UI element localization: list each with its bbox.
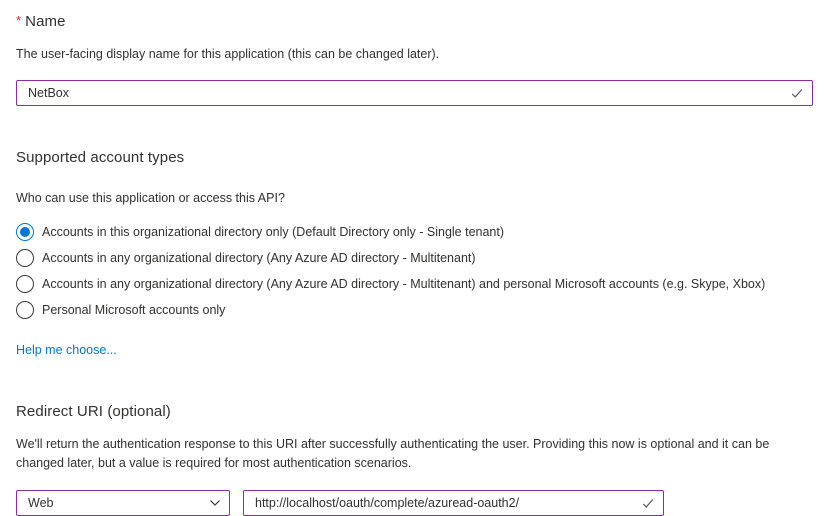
radio-option-multitenant[interactable] [16, 245, 813, 271]
radio-option-single-tenant[interactable] [16, 219, 813, 245]
account-types-question: Who can use this application or access this API? [16, 191, 285, 205]
radio-option-multitenant-personal[interactable] [16, 271, 813, 297]
radio-option-label: Personal Microsoft accounts only [42, 303, 226, 317]
radio-option-label: Accounts in any organizational directory (Any Azure AD directory - Multitenant) and personal Microsoft accounts (e.g. Skype, Xbox) [42, 277, 766, 291]
redirect-uri-row [16, 490, 813, 516]
account-types-radio-group [16, 219, 813, 323]
name-input[interactable] [16, 80, 813, 106]
radio-option-label: Accounts in any organizational directory (Any Azure AD directory - Multitenant) [42, 251, 476, 265]
radio-option-personal-only[interactable] [16, 297, 813, 323]
platform-select-wrap [16, 490, 230, 516]
name-label: Name [25, 13, 66, 30]
name-input-wrap [16, 80, 813, 106]
name-description: The user-facing display name for this application (this can be changed later). [16, 47, 440, 61]
redirect-uri-input[interactable] [243, 490, 664, 516]
radio-button[interactable] [16, 249, 34, 267]
required-asterisk: * [16, 13, 22, 28]
platform-selected-value: Web [28, 496, 54, 510]
radio-button[interactable] [16, 275, 34, 293]
redirect-uri-description: We'll return the authentication response to this URI after successfully authenticating the user. Providing this now is optional and it can be changed later, but a value is required for most authentication scenarios. [16, 437, 770, 470]
supported-account-types-heading: Supported account types [16, 149, 185, 166]
radio-option-label: Accounts in this organizational directory only (Default Directory only - Single tenant) [42, 225, 505, 239]
redirect-uri-heading: Redirect URI (optional) [16, 403, 171, 420]
radio-button[interactable] [16, 223, 34, 241]
name-section-heading [16, 13, 813, 30]
platform-select[interactable] [16, 490, 230, 516]
help-me-choose-link[interactable]: Help me choose... [16, 343, 117, 357]
redirect-uri-input-wrap [243, 490, 664, 516]
radio-button[interactable] [16, 301, 34, 319]
